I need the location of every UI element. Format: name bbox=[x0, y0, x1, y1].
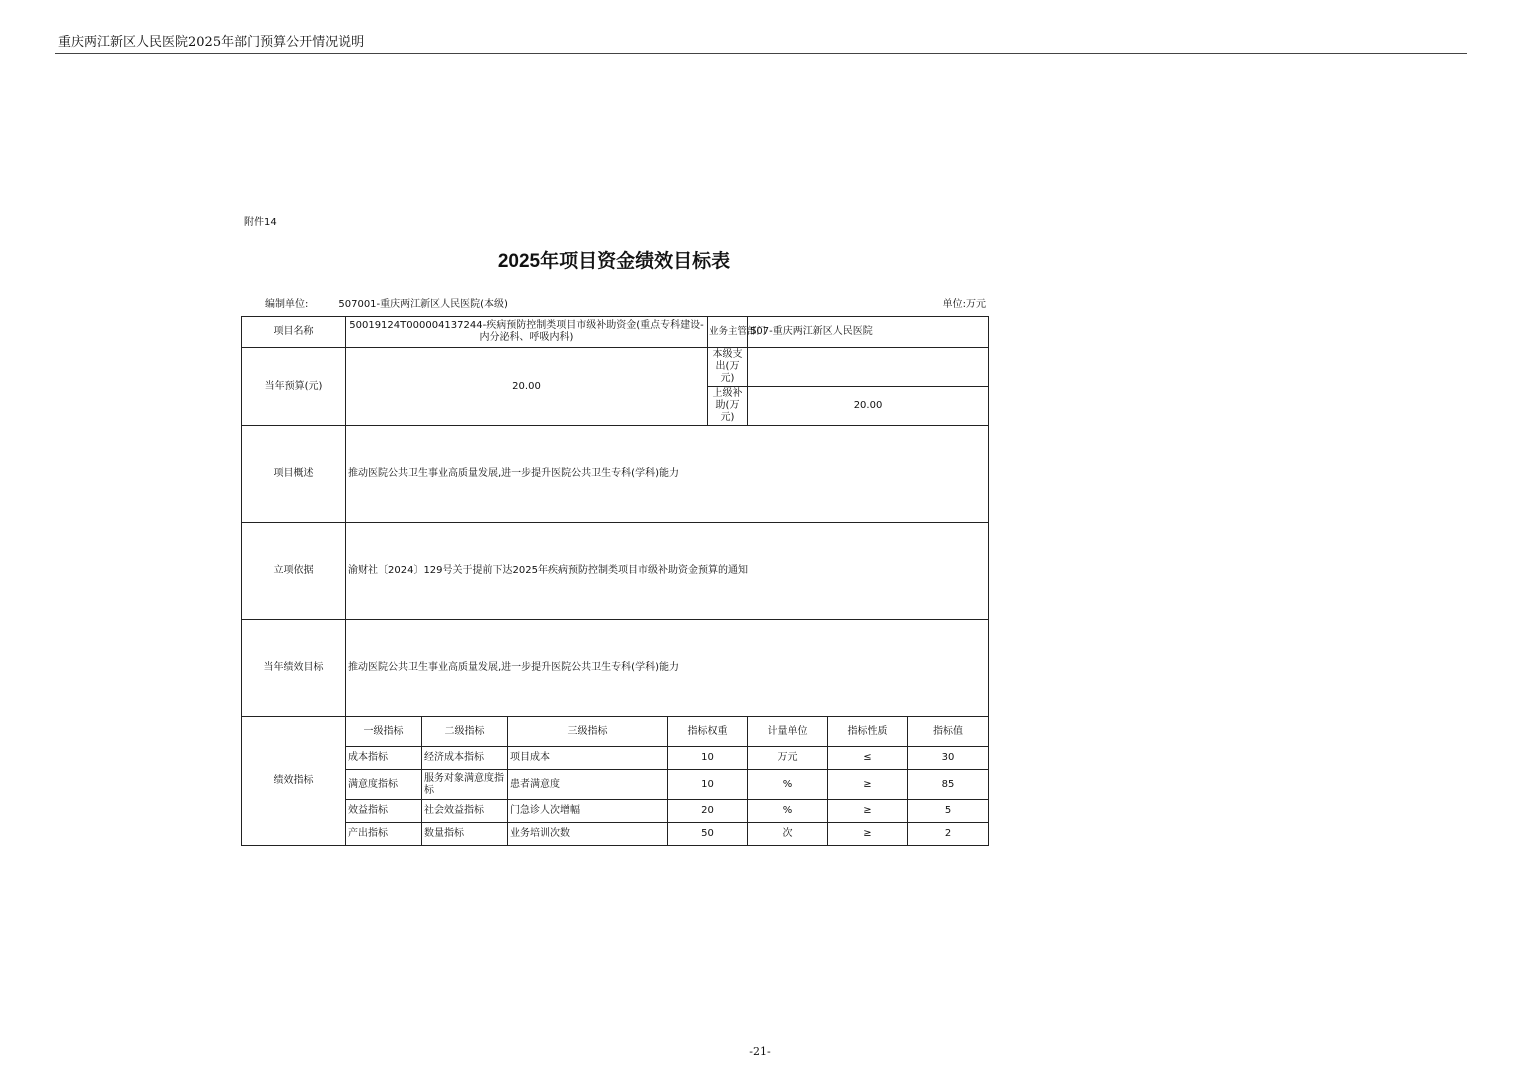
indicator-cell: 门急诊人次增幅 bbox=[508, 800, 668, 823]
indicator-header-row bbox=[242, 717, 989, 747]
indicator-cell: ≤ bbox=[828, 747, 908, 770]
department-value: 507-重庆两江新区人民医院 bbox=[748, 317, 989, 348]
department-label: 业务主管部门 bbox=[708, 317, 748, 348]
indicator-cell: 数量指标 bbox=[422, 823, 508, 846]
attachment-label: 附件14 bbox=[244, 217, 277, 228]
overview-label: 项目概述 bbox=[242, 426, 346, 523]
indicator-row bbox=[242, 770, 989, 800]
indicator-cell: 项目成本 bbox=[508, 747, 668, 770]
performance-target-table bbox=[241, 316, 989, 846]
compiling-unit-value: 507001-重庆两江新区人民医院(本级) bbox=[338, 299, 508, 310]
goal-value: 推动医院公共卫生事业高质量发展,进一步提升医院公共卫生专科(学科)能力 bbox=[346, 620, 989, 717]
document-title: 2025年项目资金绩效目标表 bbox=[497, 251, 731, 272]
indicator-cell: 50 bbox=[668, 823, 748, 846]
upper-subsidy-label: 上级补助(万元) bbox=[708, 387, 748, 426]
indicator-cell: % bbox=[748, 770, 828, 800]
goal-row bbox=[242, 620, 989, 717]
basis-value: 渝财社〔2024〕129号关于提前下达2025年疾病预防控制类项目市级补助资金预算的通知 bbox=[346, 523, 989, 620]
project-name-value: 50019124T000004137244-疾病预防控制类项目市级补助资金(重点专科建设-内分泌科、呼吸内科) bbox=[346, 317, 708, 348]
overview-value: 推动医院公共卫生事业高质量发展,进一步提升医院公共卫生专科(学科)能力 bbox=[346, 426, 989, 523]
indicator-cell: 20 bbox=[668, 800, 748, 823]
compiling-unit bbox=[265, 295, 508, 310]
indicator-cell: 2 bbox=[908, 823, 989, 846]
indicator-cell: ≥ bbox=[828, 800, 908, 823]
indicator-cell: 效益指标 bbox=[346, 800, 422, 823]
upper-subsidy-value: 20.00 bbox=[748, 387, 989, 426]
indicator-cell: 社会效益指标 bbox=[422, 800, 508, 823]
indicator-cell: % bbox=[748, 800, 828, 823]
page-header-title: 重庆两江新区人民医院2025年部门预算公开情况说明 bbox=[58, 35, 365, 50]
indicator-row bbox=[242, 800, 989, 823]
indicator-cell: ≥ bbox=[828, 770, 908, 800]
indicator-row bbox=[242, 747, 989, 770]
budget-label: 当年预算(元) bbox=[242, 348, 346, 426]
indicator-cell: 成本指标 bbox=[346, 747, 422, 770]
indicator-header-cell: 指标性质 bbox=[828, 717, 908, 747]
indicator-cell: 满意度指标 bbox=[346, 770, 422, 800]
indicator-cell: 万元 bbox=[748, 747, 828, 770]
project-name-row bbox=[242, 317, 989, 348]
local-expense-value bbox=[748, 348, 989, 387]
indicator-cell: 患者满意度 bbox=[508, 770, 668, 800]
indicator-header-cell: 二级指标 bbox=[422, 717, 508, 747]
indicator-cell: 次 bbox=[748, 823, 828, 846]
indicator-cell: 产出指标 bbox=[346, 823, 422, 846]
budget-row bbox=[242, 348, 989, 387]
indicator-cell: 服务对象满意度指标 bbox=[422, 770, 508, 800]
header-divider bbox=[55, 53, 1467, 54]
page-number: -21- bbox=[749, 1045, 771, 1058]
indicator-header-cell: 一级指标 bbox=[346, 717, 422, 747]
project-name-label: 项目名称 bbox=[242, 317, 346, 348]
indicator-row bbox=[242, 823, 989, 846]
indicator-header-cell: 三级指标 bbox=[508, 717, 668, 747]
indicator-cell: ≥ bbox=[828, 823, 908, 846]
local-expense-label: 本级支出(万元) bbox=[708, 348, 748, 387]
indicator-header-cell: 计量单位 bbox=[748, 717, 828, 747]
indicator-cell: 5 bbox=[908, 800, 989, 823]
basis-row bbox=[242, 523, 989, 620]
indicator-cell: 10 bbox=[668, 747, 748, 770]
indicator-cell: 85 bbox=[908, 770, 989, 800]
basis-label: 立项依据 bbox=[242, 523, 346, 620]
overview-row bbox=[242, 426, 989, 523]
indicator-header-cell: 指标值 bbox=[908, 717, 989, 747]
budget-value: 20.00 bbox=[346, 348, 708, 426]
indicator-header-cell: 指标权重 bbox=[668, 717, 748, 747]
indicator-cell: 10 bbox=[668, 770, 748, 800]
indicator-cell: 30 bbox=[908, 747, 989, 770]
indicator-cell: 经济成本指标 bbox=[422, 747, 508, 770]
currency-unit: 单位:万元 bbox=[942, 299, 986, 310]
indicator-cell: 业务培训次数 bbox=[508, 823, 668, 846]
compiling-unit-label: 编制单位: bbox=[265, 299, 309, 310]
indicator-label: 绩效指标 bbox=[242, 717, 346, 846]
goal-label: 当年绩效目标 bbox=[242, 620, 346, 717]
